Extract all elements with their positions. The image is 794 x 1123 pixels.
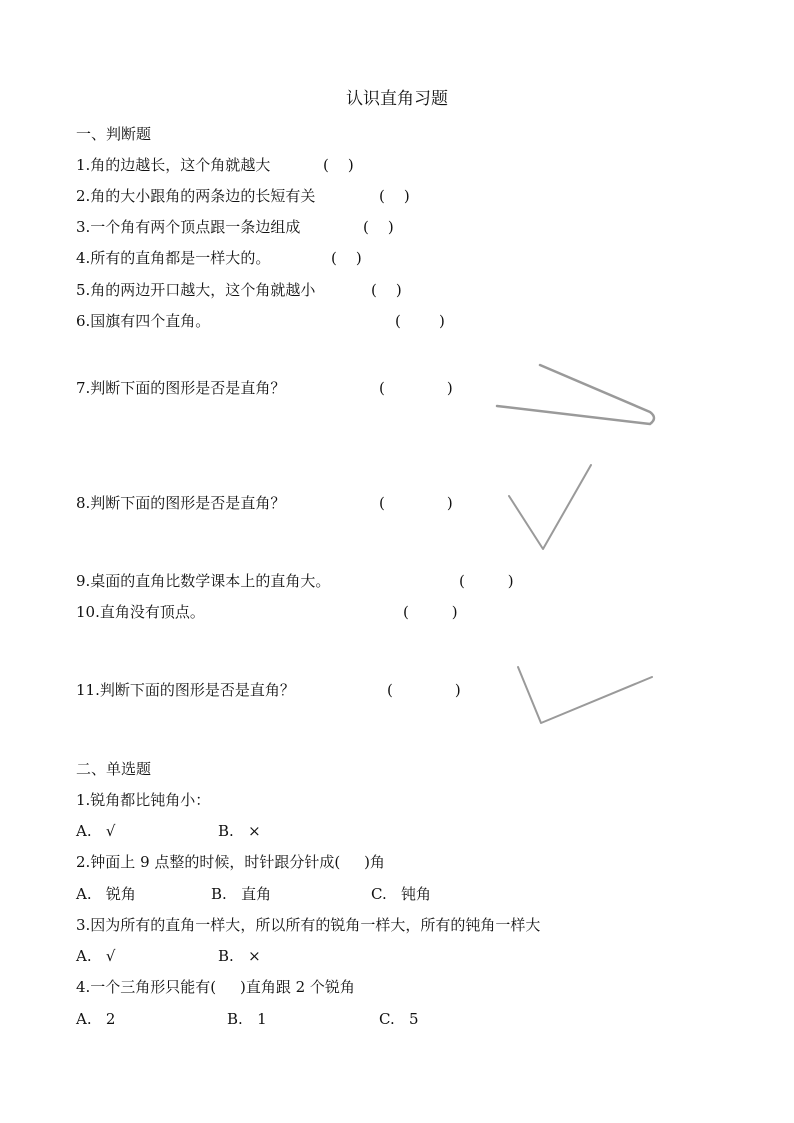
- answer-blank-5[interactable]: ( ): [371, 281, 402, 299]
- answer-blank-8[interactable]: ( ): [379, 494, 453, 512]
- choice-2-option-c[interactable]: C. 钝角: [371, 885, 432, 903]
- answer-blank-10[interactable]: ( ): [403, 603, 458, 621]
- judge-question-2: 2.角的大小跟角的两条边的长短有关: [76, 187, 316, 205]
- section2-heading: 二、单选题: [76, 760, 152, 778]
- judge-question-3: 3.一个角有两个顶点跟一条边组成: [76, 218, 301, 236]
- choice-3-option-a[interactable]: A. √: [76, 947, 116, 965]
- choice-4-option-b[interactable]: B. 1: [227, 1010, 267, 1028]
- answer-blank-9[interactable]: ( ): [459, 572, 514, 590]
- answer-blank-3[interactable]: ( ): [363, 218, 394, 236]
- judge-question-6: 6.国旗有四个直角。: [76, 312, 211, 330]
- choice-1-option-a[interactable]: A. √: [76, 822, 116, 840]
- judge-question-9: 9.桌面的直角比数学课本上的直角大。: [76, 572, 331, 590]
- answer-blank-11[interactable]: ( ): [387, 681, 461, 699]
- choice-question-4: 4.一个三角形只能有( )直角跟 2 个锐角: [76, 978, 355, 996]
- choice-1-option-b[interactable]: B. ×: [218, 822, 261, 840]
- judge-question-10: 10.直角没有顶点。: [76, 603, 205, 621]
- section1-heading: 一、判断题: [76, 125, 152, 143]
- angle-figure-8: [509, 465, 591, 549]
- choice-question-2: 2.钟面上 9 点整的时候，时针跟分针成( )角: [76, 853, 385, 871]
- choice-question-1: 1.锐角都比钝角小：: [76, 791, 211, 809]
- angle-figure-7: [497, 365, 654, 424]
- judge-question-7: 7.判断下面的图形是否是直角？: [76, 379, 286, 397]
- choice-2-option-a[interactable]: A. 锐角: [76, 885, 136, 903]
- choice-question-3: 3.因为所有的直角一样大，所以所有的锐角一样大，所有的钝角一样大: [76, 916, 541, 934]
- judge-question-4: 4.所有的直角都是一样大的。: [76, 249, 271, 267]
- choice-3-option-b[interactable]: B. ×: [218, 947, 261, 965]
- choice-4-option-c[interactable]: C. 5: [379, 1010, 419, 1028]
- judge-question-1: 1.角的边越长，这个角就越大: [76, 156, 271, 174]
- answer-blank-7[interactable]: ( ): [379, 379, 453, 397]
- angle-figure-11: [518, 667, 652, 723]
- answer-blank-2[interactable]: ( ): [379, 187, 410, 205]
- answer-blank-1[interactable]: ( ): [323, 156, 354, 174]
- answer-blank-4[interactable]: ( ): [331, 249, 362, 267]
- choice-2-option-b[interactable]: B. 直角: [211, 885, 272, 903]
- answer-blank-6[interactable]: ( ): [395, 312, 445, 330]
- judge-question-8: 8.判断下面的图形是否是直角？: [76, 494, 286, 512]
- judge-question-5: 5.角的两边开口越大，这个角就越小: [76, 281, 316, 299]
- worksheet-title: 认识直角习题: [346, 89, 448, 109]
- judge-question-11: 11.判断下面的图形是否是直角？: [76, 681, 295, 699]
- choice-4-option-a[interactable]: A. 2: [76, 1010, 116, 1028]
